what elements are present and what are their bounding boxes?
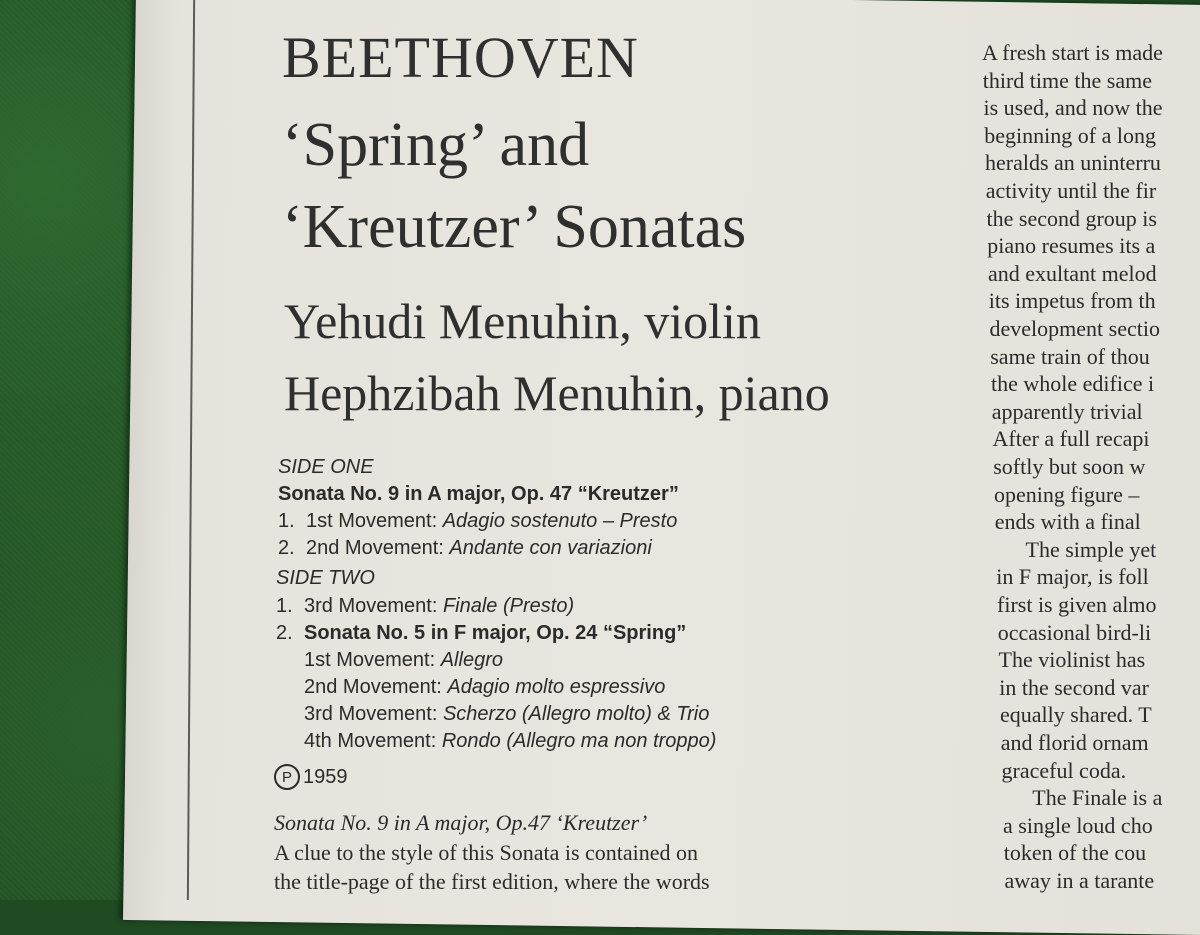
track-list-item: 2nd Movement: Adagio molto espressivo xyxy=(304,676,666,698)
performer-piano: Hephzibah Menuhin, piano xyxy=(284,365,830,421)
notes-right-line: the second group is xyxy=(986,205,1157,231)
notes-right-line: heralds an uninterru xyxy=(985,150,1161,176)
album-title-line2: ‘Kreutzer’ Sonatas xyxy=(282,193,747,261)
notes-right-line: first is given almo xyxy=(997,592,1157,617)
notes-right-line: The Finale is a xyxy=(1032,785,1163,811)
side-two-work-title: 2. Sonata No. 5 in F major, Op. 24 “Spring” xyxy=(276,622,687,644)
track-list-item: 1. 1st Movement: Adagio sostenuto – Presto xyxy=(278,510,678,532)
notes-right-line: third time the same xyxy=(982,67,1152,93)
notes-right-line: A fresh start is made xyxy=(982,40,1163,65)
notes-right-line: graceful coda. xyxy=(1001,757,1127,783)
notes-right-line: a single loud cho xyxy=(1003,812,1153,838)
notes-right-line: softly but soon w xyxy=(993,454,1146,479)
notes-right-line: activity until the fir xyxy=(985,178,1157,203)
track-list-item: 3rd Movement: Scherzo (Allegro molto) & Trio xyxy=(304,703,710,725)
track-list-item: 4th Movement: Rondo (Allegro ma non troppo) xyxy=(304,730,717,752)
notes-right-line: token of the cou xyxy=(1003,840,1147,866)
notes-right-line: equally shared. T xyxy=(1000,702,1152,728)
notes-right-line: and exultant melod xyxy=(988,260,1157,286)
notes-right-line: away in a tarante xyxy=(1004,868,1155,893)
notes-right-line: and florid ornam xyxy=(1000,730,1149,755)
performer-violin: Yehudi Menuhin, violin xyxy=(284,293,761,349)
side-one-work-title: Sonata No. 9 in A major, Op. 47 “Kreutzer” xyxy=(278,483,679,505)
notes-right-line: the whole edifice i xyxy=(991,371,1155,397)
composer-name: BEETHOVEN xyxy=(282,25,639,90)
phonogram-p-icon: P xyxy=(274,764,300,790)
notes-right-line: its impetus from th xyxy=(988,288,1156,314)
notes-right-line: apparently trivial xyxy=(991,398,1143,424)
phonogram-copyright xyxy=(274,764,348,790)
notes-line: A clue to the style of this Sonata is contained on xyxy=(274,840,699,865)
album-title-line1: ‘Spring’ and xyxy=(282,111,590,179)
notes-right-line: ends with a final xyxy=(994,509,1141,535)
notes-right-line: same train of thou xyxy=(990,343,1150,369)
right-column-notes xyxy=(980,0,1200,900)
side-one-label: SIDE ONE xyxy=(278,456,374,478)
notes-right-line: opening figure – xyxy=(994,481,1140,507)
track-list-item: 1. 3rd Movement: Finale (Presto) xyxy=(276,595,575,617)
copyright-year: 1959 xyxy=(303,765,348,788)
notes-right-line: development sectio xyxy=(989,316,1160,341)
track-list-item: 2. 2nd Movement: Andante con variazioni xyxy=(278,537,652,559)
track-list-item: 1st Movement: Allegro xyxy=(304,649,503,671)
notes-right-line: beginning of a long xyxy=(984,122,1156,148)
notes-right-line: After a full recapi xyxy=(992,426,1150,452)
notes-right-line: is used, and now the xyxy=(983,95,1163,121)
notes-right-line: in F major, is foll xyxy=(996,564,1149,590)
side-two-label: SIDE TWO xyxy=(276,567,375,589)
notes-heading: Sonata No. 9 in A major, Op.47 ‘Kreutzer’ xyxy=(274,810,648,835)
notes-right-line: The simple yet xyxy=(1025,536,1157,562)
notes-line: the title-page of the first edition, where the words xyxy=(274,869,710,894)
notes-right-line: The violinist has xyxy=(998,647,1146,673)
notes-right-line: piano resumes its a xyxy=(987,233,1156,259)
notes-right-line: in the second var xyxy=(999,674,1149,700)
notes-right-line: occasional bird-li xyxy=(997,619,1152,645)
